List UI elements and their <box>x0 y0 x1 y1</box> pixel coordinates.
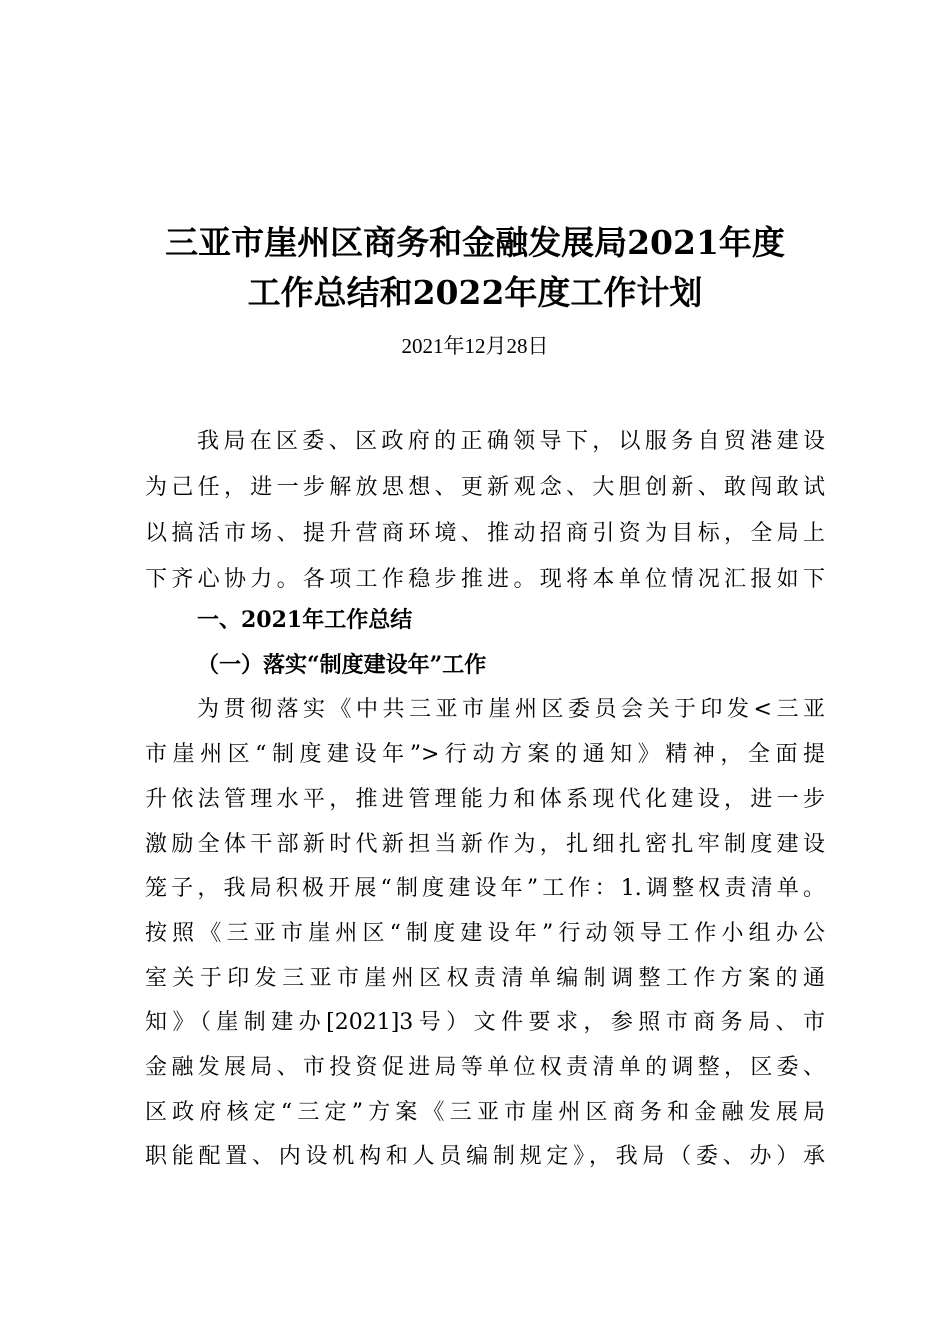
intro-line: 为己任，进一步解放思想、更新观念、大胆创新、敢闯敢试 <box>145 475 825 500</box>
intro-line: 我局在区委、区政府的正确领导下，以服务自贸港建设 <box>197 429 825 454</box>
subsection-heading: （一）落实“制度建设年”工作 <box>197 652 487 678</box>
body-line: 市崖州区“制度建设年”>行动方案的通知》精神，全面提 <box>145 742 825 767</box>
body-line: 激励全体干部新时代新担当新作为，扎细扎密扎牢制度建设 <box>145 832 825 857</box>
body-line: 金融发展局、市投资促进局等单位权责清单的调整，区委、 <box>145 1055 825 1080</box>
body-line: 为贯彻落实《中共三亚市崖州区委员会关于印发<三亚 <box>197 697 825 722</box>
body-line: 职能配置、内设机构和人员编制规定》，我局（委、办）承 <box>145 1144 825 1169</box>
body-line: 知》（崖制建办[2021]3号）文件要求，参照市商务局、市 <box>145 1010 825 1035</box>
body-line: 室关于印发三亚市崖州区权责清单编制调整工作方案的通 <box>145 966 825 991</box>
intro-line: 下齐心协力。各项工作稳步推进。现将本单位情况汇报如下 <box>145 567 825 592</box>
body-line: 笼子，我局积极开展“制度建设年”工作：1.调整权责清单。 <box>145 876 825 901</box>
body-line: 区政府核定“三定”方案《三亚市崖州区商务和金融发展局 <box>145 1100 825 1125</box>
document-date: 2021年12月28日 <box>401 334 549 358</box>
document-title-line-2: 工作总结和2022年度工作计划 <box>247 273 703 312</box>
body-line: 按照《三亚市崖州区“制度建设年”行动领导工作小组办公 <box>145 921 825 946</box>
section-heading: 一、2021年工作总结 <box>197 607 413 633</box>
document-title-line-1: 三亚市崖州区商务和金融发展局2021年度 <box>165 223 785 262</box>
body-line: 升依法管理水平，推进管理能力和体系现代化建设，进一步 <box>145 787 825 812</box>
intro-line: 以搞活市场、提升营商环境、推动招商引资为目标，全局上 <box>145 521 825 546</box>
